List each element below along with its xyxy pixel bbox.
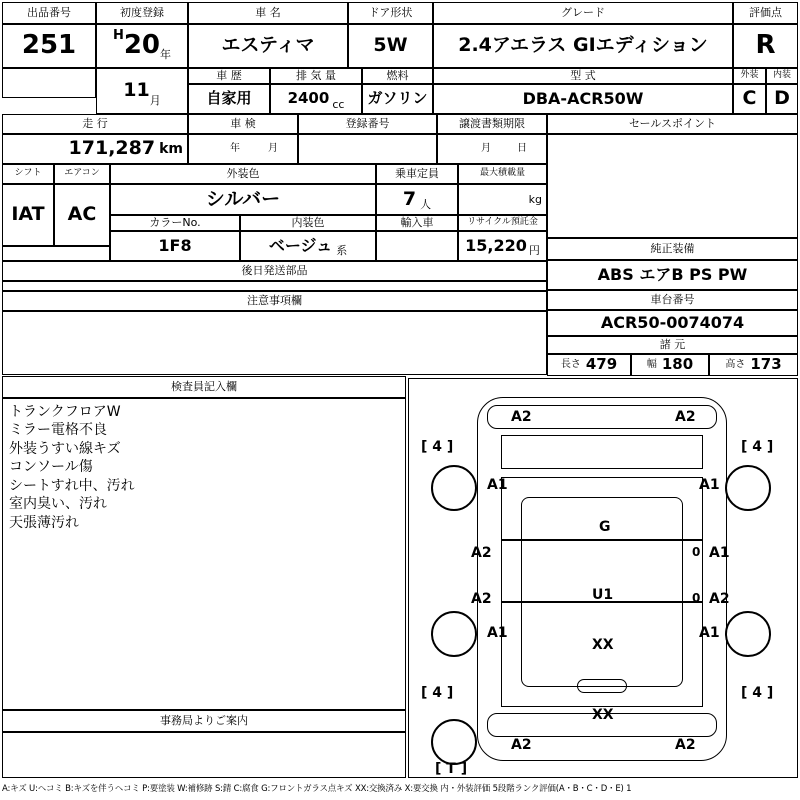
tire-bracket-rear-left: [ 4 ] (421, 685, 454, 701)
inspector-note-line: 外装うすい線キズ (9, 440, 121, 457)
displacement-unit: cc (332, 98, 345, 112)
door-value: 5W (348, 24, 433, 68)
shift-value: IAT (2, 184, 54, 246)
displacement-label: 排 気 量 (270, 68, 362, 84)
damage-label-a1-front-left: A1 (487, 477, 508, 493)
recycle-unit: 円 (528, 244, 540, 258)
inspector-note-line: 室内臭い、汚れ (9, 496, 107, 513)
mileage-label: 走 行 (2, 114, 188, 134)
reg-year: 20 (123, 30, 161, 61)
fuel-value: ガソリン (362, 84, 433, 114)
mileage-value: 171,287 km (2, 134, 188, 164)
fuel-label: 燃料 (362, 68, 433, 84)
car-name-label: 車 名 (188, 2, 348, 24)
cabin-divider-1 (501, 539, 703, 541)
model-code-value: DBA-ACR50W (433, 84, 733, 114)
color-no-label: カラーNo. (110, 215, 240, 231)
import-label: 輸入車 (376, 215, 458, 231)
caution-label: 注意事項欄 (2, 291, 547, 311)
import-value (376, 231, 458, 261)
shaken-month-unit: 月 (268, 142, 278, 154)
aircon-value: AC (54, 184, 110, 246)
inspector-notes (2, 398, 406, 710)
damage-label-a2-mid-left: A2 (471, 545, 492, 561)
license-plate (577, 679, 627, 693)
office-label: 事務局よりご案内 (2, 710, 406, 732)
history-month-cell (96, 68, 188, 114)
damage-label-xx-2: XX (592, 707, 614, 723)
model-code-label: 型 式 (433, 68, 733, 84)
rating-label: 評価点 (733, 2, 798, 24)
wheel-rear-right (725, 611, 771, 657)
damage-label-a1-front-right: A1 (699, 477, 720, 493)
wheel-rear-left (431, 611, 477, 657)
damage-label-u1: U1 (592, 587, 614, 603)
sales-point-label: セールスポイント (547, 114, 798, 134)
length-label: 長さ (560, 358, 581, 370)
genuine-equip-value: ABS エアB PS PW (547, 260, 798, 290)
lot-no-label: 出品番号 (2, 2, 96, 24)
grade-label: グレード (433, 2, 733, 24)
length-cell (547, 354, 631, 376)
length-value: 479 (585, 355, 618, 374)
recycle-value: 15,220 円 (458, 231, 547, 261)
transfer-day-unit: 日 (517, 142, 527, 154)
ext-color-value: シルバー (110, 184, 376, 215)
damage-label-a2-lower-left: A2 (471, 591, 492, 607)
shift-label: シフト (2, 164, 54, 184)
max-load-label: 最大積載量 (458, 164, 547, 184)
shaken-value (188, 134, 298, 164)
max-load-value (458, 184, 547, 215)
damage-label-xx-1: XX (592, 637, 614, 653)
int-color-label: 内装色 (240, 215, 376, 231)
sales-point-area (547, 134, 798, 238)
tire-bracket-front-right: [ 4 ] (741, 439, 774, 455)
wheel-front-right (725, 465, 771, 511)
inspector-note-line: コンソール傷 (9, 459, 93, 476)
reg-year-unit: 年 (160, 48, 172, 62)
int-color-value: ベージュ 系 (240, 231, 376, 261)
damage-label-a1-mid-right: A1 (709, 545, 730, 561)
tire-bracket-rear-right: [ 4 ] (741, 685, 774, 701)
spare-tire-bracket: [ T ] (435, 761, 468, 777)
history-month-unit: 月 (149, 94, 161, 108)
seats-label: 乗車定員 (376, 164, 458, 184)
mileage-unit: km (159, 140, 183, 157)
later-parts-area (2, 281, 547, 291)
ext-color-label: 外装色 (110, 164, 376, 184)
damage-label-a2-lower-right: A2 (709, 591, 730, 607)
car-name-value: エスティマ (188, 24, 348, 68)
seats-unit: 人 (420, 198, 432, 212)
door-label: ドア形状 (348, 2, 433, 24)
history-label: 車 歴 (188, 68, 270, 84)
wheel-front-left (431, 465, 477, 511)
caution-area (2, 311, 547, 375)
interior-grade-value: D (766, 84, 798, 114)
height-cell (709, 354, 798, 376)
reg-no-label: 登録番号 (298, 114, 437, 134)
damage-label-a1-rear-right: A1 (699, 625, 720, 641)
transfer-label: 譲渡書類期限 (437, 114, 547, 134)
damage-label-a2-rear-left: A2 (511, 737, 532, 753)
office-area (2, 732, 406, 778)
grade-value: 2.4アエラス GIエディション (433, 24, 733, 68)
legend-footer: A:キズ U:ヘコミ B:キズを伴うヘコミ P:要塗装 W:補修跡 S:錆 C:腐食 G:フロントガラス点キズ XX:交換済み X:要交換 内・外装評価 5段階ランク評価(A・B・C・D・E) 1 (2, 784, 632, 794)
later-parts-label: 後日発送部品 (2, 261, 547, 281)
max-load-unit: kg (528, 192, 542, 206)
transfer-value (437, 134, 547, 164)
aircon-label: エアコン (54, 164, 110, 184)
seats-value: 7 人 (376, 184, 458, 215)
zero-mark-2: 0 (692, 591, 701, 605)
genuine-equip-label: 純正装備 (547, 238, 798, 260)
damage-label-a2-rear-right: A2 (675, 737, 696, 753)
height-value: 173 (750, 355, 782, 374)
width-cell (631, 354, 709, 376)
damage-label-a1-rear-left: A1 (487, 625, 508, 641)
transfer-month-unit: 月 (481, 142, 491, 154)
damage-label-a2-front-left: A2 (511, 409, 532, 425)
zero-mark-1: 0 (692, 545, 701, 559)
inspector-note-line: シートすれ中、汚れ (9, 477, 135, 494)
recycle-label: リサイクル預託金 (458, 215, 547, 231)
width-value: 180 (661, 355, 694, 374)
exterior-grade-value: C (733, 84, 766, 114)
reg-no-value (298, 134, 437, 164)
width-label: 幅 (646, 358, 657, 370)
inspector-label: 検査員記入欄 (2, 376, 406, 398)
history-value: 自家用 (188, 84, 270, 114)
first-reg-label: 初度登録 (96, 2, 188, 24)
exterior-grade-label: 外装 (733, 68, 766, 84)
lot-no-blank (2, 68, 96, 98)
height-label: 高さ (725, 358, 746, 370)
chassis-label: 車台番号 (547, 290, 798, 310)
shaken-year-unit: 年 (230, 142, 240, 154)
displacement-value: 2400 cc (270, 84, 362, 114)
color-no-value: 1F8 (110, 231, 240, 261)
damage-label-a2-front-right: A2 (675, 409, 696, 425)
rating-value: R (733, 24, 798, 68)
vehicle-damage-diagram (408, 378, 798, 778)
chassis-value: ACR50-0074074 (547, 310, 798, 336)
shaken-label: 車 検 (188, 114, 298, 134)
lot-no-value: 251 (2, 24, 96, 68)
damage-label-g: G (599, 519, 611, 535)
spare-wheel (431, 719, 477, 765)
first-reg-value (96, 24, 188, 68)
era-letter: H (112, 28, 124, 43)
inspector-note-line: トランクフロアW (9, 404, 121, 420)
dimension-label: 諸 元 (547, 336, 798, 354)
inspector-note-line: ミラー電格不良 (9, 422, 107, 439)
interior-grade-label: 内装 (766, 68, 798, 84)
history-month: 11 (123, 79, 150, 102)
inspector-note-line: 天張薄汚れ (9, 514, 79, 531)
tire-bracket-front-left: [ 4 ] (421, 439, 454, 455)
hood (501, 435, 703, 469)
int-color-suffix: 系 (336, 244, 348, 258)
shift-aircon-filler (2, 246, 110, 261)
